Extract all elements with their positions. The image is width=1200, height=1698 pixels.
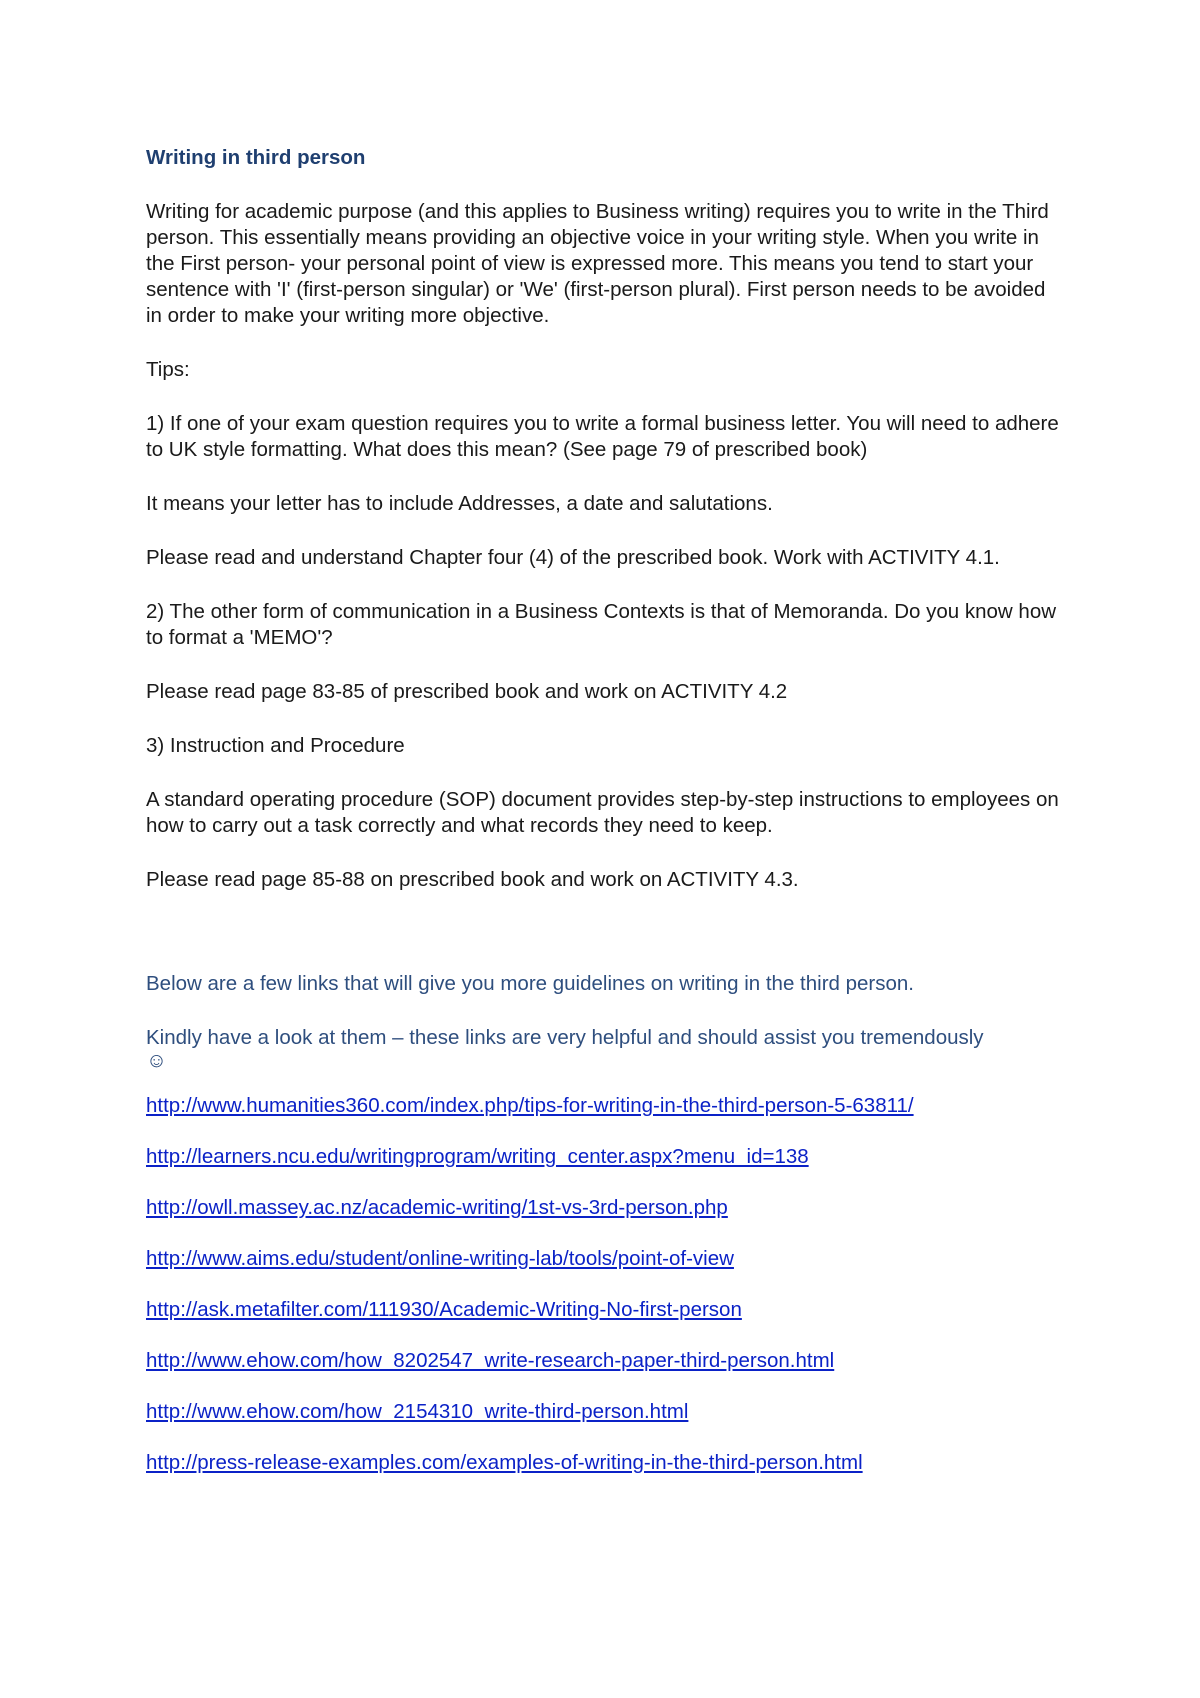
links-kindly-text: Kindly have a look at them – these links are very helpful and should assist you tremendously [146,1026,984,1049]
document-title: Writing in third person [146,146,366,169]
tip-1-reading: Please read and understand Chapter four (4) of the prescribed book. Work with ACTIVITY 4.1. [146,546,1000,569]
link-metafilter[interactable]: http://ask.metafilter.com/111930/Academic-Writing-No-first-person [146,1298,742,1321]
link-aims-point-of-view[interactable]: http://www.aims.edu/student/online-writing-lab/tools/point-of-view [146,1247,734,1270]
link-humanities360[interactable]: http://www.humanities360.com/index.php/tips-for-writing-in-the-third-person-5-63811/ [146,1094,914,1117]
smiley-icon: ☺ [146,1049,167,1072]
spacer [146,921,1066,971]
links-kindly [146,1025,1066,1071]
document-body [146,145,1066,1501]
tips-label: Tips: [146,358,190,381]
tip-3: 3) Instruction and Procedure [146,734,405,757]
link-ncu-writing-center[interactable]: http://learners.ncu.edu/writingprogram/writing_center.aspx?menu_id=138 [146,1145,809,1168]
tip-1-meaning: It means your letter has to include Addresses, a date and salutations. [146,492,773,515]
link-ehow-third-person[interactable]: http://www.ehow.com/how_2154310_write-third-person.html [146,1400,689,1423]
tip-2: 2) The other form of communication in a Business Contexts is that of Memoranda. Do you know how to format a 'MEMO'? [146,600,1057,649]
link-press-release-examples[interactable]: http://press-release-examples.com/examples-of-writing-in-the-third-person.html [146,1451,863,1474]
intro-paragraph: Writing for academic purpose (and this applies to Business writing) requires you to write in the Third person. This essentially means providing an objective voice in your writing style. When you write in the First person- your personal point of view is expressed more. This means you tend to start your sentence with 'I' (first-person singular) or 'We' (first-person plural). First person needs to be avoided in order to make your writing more objective. [146,200,1049,327]
tip-1: 1) If one of your exam question requires you to write a formal business letter. You will need to adhere to UK style formatting. What does this mean? (See page 79 of prescribed book) [146,412,1059,461]
link-massey-owll[interactable]: http://owll.massey.ac.nz/academic-writing/1st-vs-3rd-person.php [146,1196,728,1219]
tip-2-reading: Please read page 83-85 of prescribed book and work on ACTIVITY 4.2 [146,680,788,703]
tip-3-reading: Please read page 85-88 on prescribed book and work on ACTIVITY 4.3. [146,868,799,891]
link-ehow-research-paper[interactable]: http://www.ehow.com/how_8202547_write-research-paper-third-person.html [146,1349,835,1372]
tip-3-sop: A standard operating procedure (SOP) document provides step-by-step instructions to employees on how to carry out a task correctly and what records they need to keep. [146,788,1059,837]
links-intro: Below are a few links that will give you more guidelines on writing in the third person. [146,972,914,995]
